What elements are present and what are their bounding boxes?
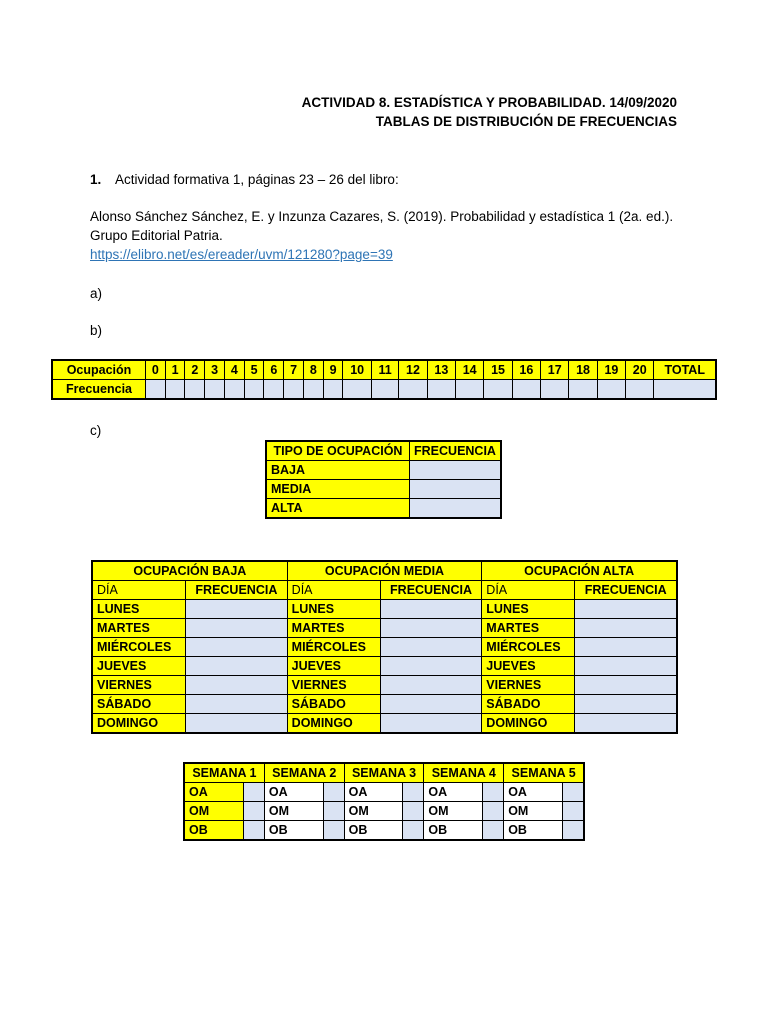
table4-cell[interactable] xyxy=(563,821,585,841)
table4-cell[interactable] xyxy=(323,783,344,802)
table3-day: MIÉRCOLES xyxy=(482,638,575,657)
table3-col-frequency: FRECUENCIA xyxy=(186,581,288,600)
table1-col: 5 xyxy=(244,360,264,380)
table4-week: SEMANA 4 xyxy=(424,763,504,783)
table1-col: 16 xyxy=(512,360,540,380)
table4-cell[interactable] xyxy=(403,783,424,802)
table3-cell[interactable] xyxy=(380,695,482,714)
document-subtitle: TABLAS DE DISTRIBUCIÓN DE FRECUENCIAS xyxy=(375,114,677,129)
table1-col: 8 xyxy=(303,360,323,380)
table3-cell[interactable] xyxy=(186,676,288,695)
table3-col-frequency: FRECUENCIA xyxy=(575,581,677,600)
table2-row xyxy=(266,499,501,519)
table3-day: SÁBADO xyxy=(482,695,575,714)
table1-cell[interactable] xyxy=(597,380,625,400)
table4-row xyxy=(184,802,584,821)
table3-cell[interactable] xyxy=(186,638,288,657)
item-1-text: Actividad formativa 1, páginas 23 – 26 del libro: xyxy=(115,172,399,187)
table2-row-label: MEDIA xyxy=(266,480,410,499)
table2-cell[interactable] xyxy=(410,461,502,480)
table3-cell[interactable] xyxy=(380,714,482,734)
table3-col-day: DÍA xyxy=(287,581,380,600)
table1-cell[interactable] xyxy=(224,380,244,400)
table3-cell[interactable] xyxy=(575,619,677,638)
table3-day: MARTES xyxy=(287,619,380,638)
table3-cell[interactable] xyxy=(575,638,677,657)
table3-cell[interactable] xyxy=(380,619,482,638)
table1-col: 6 xyxy=(264,360,284,380)
occupation-type-table xyxy=(265,440,502,519)
table3-cell[interactable] xyxy=(575,600,677,619)
table3-day: VIERNES xyxy=(482,676,575,695)
table4-row-label: OA xyxy=(504,783,563,802)
table3-group-medium: OCUPACIÓN MEDIA xyxy=(287,561,482,581)
table1-cell[interactable] xyxy=(512,380,540,400)
table3-day: MARTES xyxy=(482,619,575,638)
table1-col: 2 xyxy=(185,360,205,380)
table1-cell[interactable] xyxy=(264,380,284,400)
table1-cell[interactable] xyxy=(399,380,427,400)
table4-row-label: OM xyxy=(344,802,403,821)
table1-col: 3 xyxy=(205,360,225,380)
table3-cell[interactable] xyxy=(575,657,677,676)
table4-row-label: OM xyxy=(424,802,483,821)
table1-col: 12 xyxy=(399,360,427,380)
table1-frequency-row xyxy=(52,380,716,400)
label-a: a) xyxy=(90,286,103,301)
table3-cell[interactable] xyxy=(380,657,482,676)
item-1 xyxy=(90,170,399,189)
table3-cell[interactable] xyxy=(186,600,288,619)
table1-cell[interactable] xyxy=(569,380,597,400)
table4-cell[interactable] xyxy=(243,821,264,841)
table4-row-label: OM xyxy=(264,802,323,821)
table3-day: MIÉRCOLES xyxy=(92,638,186,657)
table4-row-label: OA xyxy=(264,783,323,802)
table3-cell[interactable] xyxy=(380,676,482,695)
table3-day: DOMINGO xyxy=(287,714,380,734)
table2-row-label: BAJA xyxy=(266,461,410,480)
table4-row-label: OB xyxy=(504,821,563,841)
table4-week: SEMANA 2 xyxy=(264,763,344,783)
table3-day: SÁBADO xyxy=(92,695,186,714)
table1-cell[interactable] xyxy=(145,380,165,400)
table3-group-low: OCUPACIÓN BAJA xyxy=(92,561,287,581)
reference-line-2: Grupo Editorial Patria. xyxy=(90,228,223,243)
table4-row-label: OB xyxy=(344,821,403,841)
table3-row xyxy=(92,638,677,657)
table1-col: 15 xyxy=(484,360,512,380)
table3-col-day: DÍA xyxy=(92,581,186,600)
reference-link[interactable]: https://elibro.net/es/ereader/uvm/121280?page=39 xyxy=(90,247,393,262)
table1-col: 0 xyxy=(145,360,165,380)
table4-row xyxy=(184,783,584,802)
table1-col: 9 xyxy=(323,360,343,380)
table3-cell[interactable] xyxy=(186,695,288,714)
table2-row-label: ALTA xyxy=(266,499,410,519)
table4-row xyxy=(184,821,584,841)
table1-cell[interactable] xyxy=(165,380,185,400)
table4-cell[interactable] xyxy=(403,802,424,821)
table1-col: 7 xyxy=(284,360,304,380)
table1-cell[interactable] xyxy=(205,380,225,400)
table1-col: 1 xyxy=(165,360,185,380)
table3-day: MARTES xyxy=(92,619,186,638)
table4-week: SEMANA 1 xyxy=(184,763,264,783)
table3-cell[interactable] xyxy=(575,695,677,714)
table1-cell[interactable] xyxy=(185,380,205,400)
weekly-occupation-table xyxy=(183,762,585,841)
table4-header-row xyxy=(184,763,584,783)
table3-group-row xyxy=(92,561,677,581)
table1-cell[interactable] xyxy=(626,380,654,400)
table3-cell[interactable] xyxy=(575,676,677,695)
table1-col: 11 xyxy=(371,360,399,380)
table1-col: 17 xyxy=(541,360,569,380)
table1-header-row xyxy=(52,360,716,380)
table1-cell[interactable] xyxy=(484,380,512,400)
table4-row-label: OA xyxy=(184,783,243,802)
table4-cell[interactable] xyxy=(483,783,504,802)
table4-cell[interactable] xyxy=(483,802,504,821)
table4-row-label: OA xyxy=(344,783,403,802)
table3-day: VIERNES xyxy=(287,676,380,695)
table4-cell[interactable] xyxy=(243,802,264,821)
table3-day: LUNES xyxy=(287,600,380,619)
table3-row xyxy=(92,695,677,714)
table2-cell[interactable] xyxy=(410,499,502,519)
table4-week: SEMANA 5 xyxy=(504,763,584,783)
table4-cell[interactable] xyxy=(483,821,504,841)
table2-row xyxy=(266,461,501,480)
table3-row xyxy=(92,600,677,619)
table4-cell[interactable] xyxy=(243,783,264,802)
table3-day: DOMINGO xyxy=(482,714,575,734)
table3-cell[interactable] xyxy=(186,619,288,638)
table2-header-row xyxy=(266,441,501,461)
table3-day: JUEVES xyxy=(287,657,380,676)
table3-cell[interactable] xyxy=(186,657,288,676)
table3-day: SÁBADO xyxy=(287,695,380,714)
table3-row xyxy=(92,676,677,695)
table1-col: 4 xyxy=(224,360,244,380)
table1-col-total: TOTAL xyxy=(654,360,716,380)
table3-cell[interactable] xyxy=(575,714,677,734)
table1-cell[interactable] xyxy=(654,380,716,400)
table1-col: 18 xyxy=(569,360,597,380)
table1-cell[interactable] xyxy=(323,380,343,400)
table4-row-label: OB xyxy=(264,821,323,841)
table2-row xyxy=(266,480,501,499)
table3-row xyxy=(92,657,677,676)
table3-col-day: DÍA xyxy=(482,581,575,600)
table1-cell[interactable] xyxy=(456,380,484,400)
table3-cell[interactable] xyxy=(380,600,482,619)
table2-cell[interactable] xyxy=(410,480,502,499)
table4-cell[interactable] xyxy=(563,783,585,802)
table4-row-label: OB xyxy=(184,821,243,841)
table3-day: LUNES xyxy=(92,600,186,619)
table4-cell[interactable] xyxy=(563,802,585,821)
table1-col: 13 xyxy=(427,360,455,380)
table3-day: LUNES xyxy=(482,600,575,619)
table1-cell[interactable] xyxy=(284,380,304,400)
table3-day: MIÉRCOLES xyxy=(287,638,380,657)
table1-row2-label: Frecuencia xyxy=(52,380,145,400)
table4-row-label: OM xyxy=(504,802,563,821)
table3-col-frequency: FRECUENCIA xyxy=(380,581,482,600)
table1-cell[interactable] xyxy=(244,380,264,400)
occupation-frequency-table xyxy=(51,359,717,400)
table4-week: SEMANA 3 xyxy=(344,763,424,783)
table1-col: 19 xyxy=(597,360,625,380)
table1-cell[interactable] xyxy=(371,380,399,400)
daily-occupation-table xyxy=(91,560,678,734)
document-title: ACTIVIDAD 8. ESTADÍSTICA Y PROBABILIDAD. 14/09/2020 xyxy=(301,95,677,110)
table1-col: 10 xyxy=(343,360,371,380)
label-b: b) xyxy=(90,323,103,338)
table3-header-row xyxy=(92,581,677,600)
table2-header-frequency: FRECUENCIA xyxy=(410,441,502,461)
table3-row xyxy=(92,714,677,734)
table1-col: 20 xyxy=(626,360,654,380)
table3-day: DOMINGO xyxy=(92,714,186,734)
table1-cell[interactable] xyxy=(343,380,371,400)
table3-day: JUEVES xyxy=(92,657,186,676)
table1-row1-label: Ocupación xyxy=(52,360,145,380)
table3-group-high: OCUPACIÓN ALTA xyxy=(482,561,677,581)
table4-row-label: OA xyxy=(424,783,483,802)
item-1-number: 1. xyxy=(90,172,102,187)
table4-row-label: OM xyxy=(184,802,243,821)
table3-day: VIERNES xyxy=(92,676,186,695)
table4-cell[interactable] xyxy=(323,821,344,841)
table1-cell[interactable] xyxy=(303,380,323,400)
table3-row xyxy=(92,619,677,638)
table2-header-type: TIPO DE OCUPACIÓN xyxy=(266,441,410,461)
table4-cell[interactable] xyxy=(323,802,344,821)
label-c: c) xyxy=(90,423,102,438)
table1-cell[interactable] xyxy=(541,380,569,400)
table3-day: JUEVES xyxy=(482,657,575,676)
reference-line-1: Alonso Sánchez Sánchez, E. y Inzunza Cazares, S. (2019). Probabilidad y estadística 1 (2a. ed.). xyxy=(90,209,674,224)
table3-cell[interactable] xyxy=(186,714,288,734)
table4-row-label: OB xyxy=(424,821,483,841)
table4-cell[interactable] xyxy=(403,821,424,841)
table1-cell[interactable] xyxy=(427,380,455,400)
table1-col: 14 xyxy=(456,360,484,380)
table3-cell[interactable] xyxy=(380,638,482,657)
